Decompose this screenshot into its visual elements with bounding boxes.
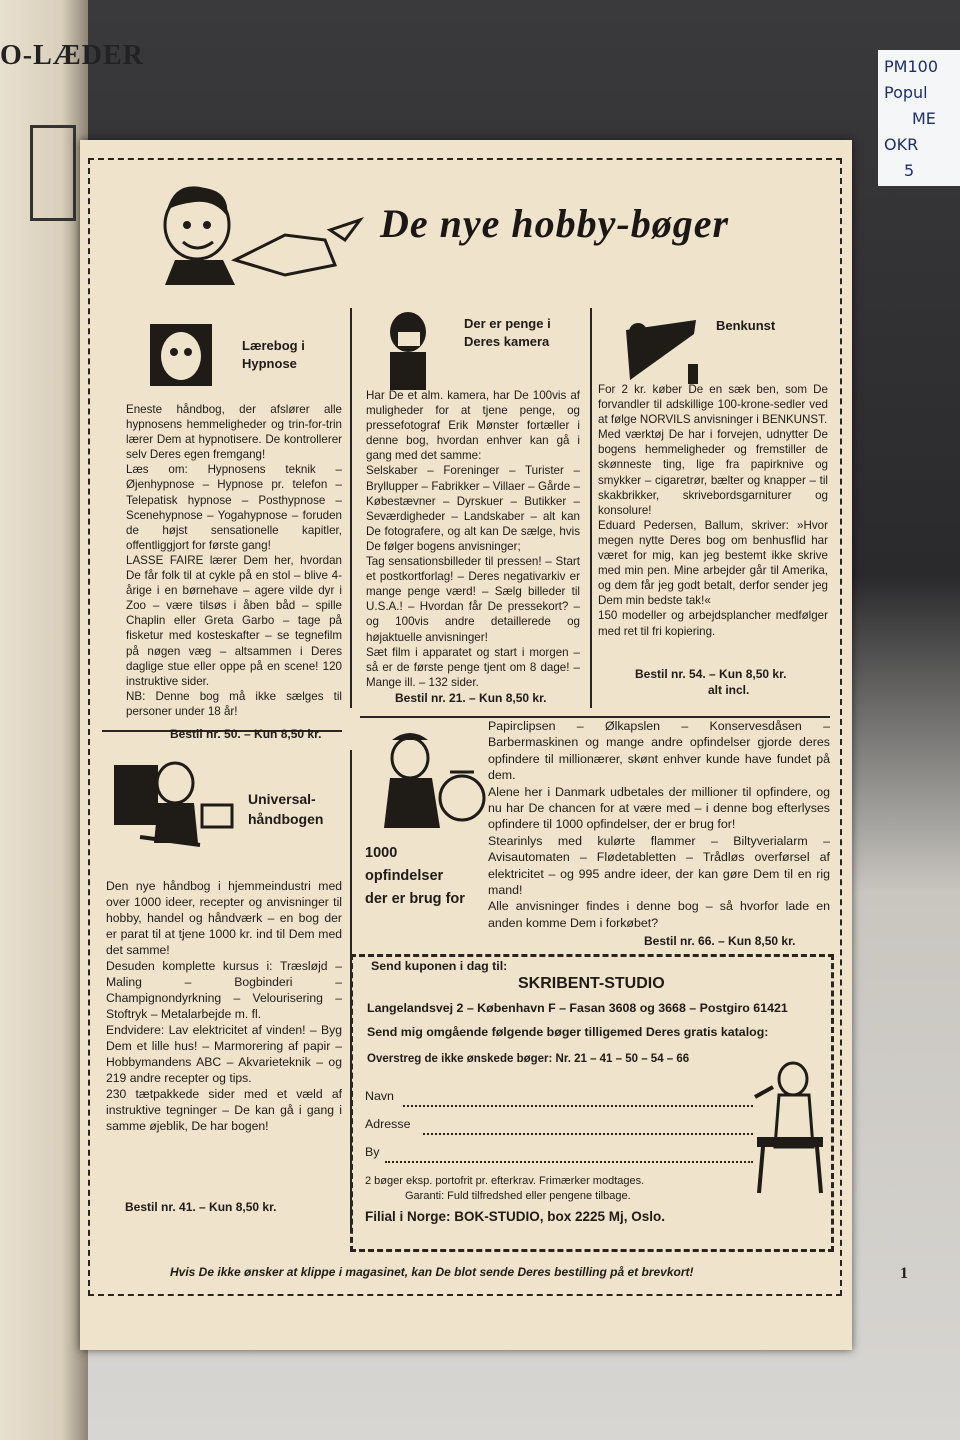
left-page-edge [0,0,144,1440]
coupon-request: Send mig omgående følgende bøger tilligemed Deres gratis katalog: [367,1025,769,1039]
inventor-money-icon [370,728,490,838]
sticky-line: 5 [904,161,915,180]
sticky-line: ME [912,109,936,128]
universal-title: håndbogen [248,811,324,827]
benkunst-title: Benkunst [716,318,776,333]
sticky-line: PM100 [884,57,938,76]
page-headline: De nye hobby-bøger [380,201,730,246]
coupon-company: SKRIBENT-STUDIO [518,975,665,992]
hypnose-body: Eneste håndbog, der afslører alle hypnosens hemmeligheder og trin-for-trin lærer Dem at hypnotisere. De kontrollerer selv Deres egen fremgang! Læs om: Hypnosens teknik – Øjenhypnose – Hypnose pr. telefon – Telepatisk hypnose – Posthypnose – Scenehypnose – Yogahypnose – foruden de højst sensationelle kapitler, offentliggjort for første gang! LASSE FAIRE lærer Dem her, hvordan De får folk til at cykle på en stol – blive 4-årige i en børnehave – agere vilde dyr i Zoo – være tilsøs i åben båd – spille Chaplin eller Greta Garbo – tage på fisketur med kosteskafter – se tegnefilm på nøgen væg – altsammen i Deres daglige stue eller oppe på en scene! 120 instruktive sider. NB: Denne bog må ikke sælges til personer under 18 år! [126,403,342,718]
benkunst-order-note: alt incl. [708,683,750,697]
universal-title: Universal- [248,791,316,807]
coupon-branch: Filial i Norge: BOK-STUDIO, box 2225 Mj, Oslo. [365,1209,666,1224]
coupon-address: Langelandsvej 2 – København F – Fasan 3608 og 3668 – Postgiro 61421 [367,1001,788,1015]
hypnose-order: Bestil nr. 50. – Kun 8,50 kr. [170,727,322,741]
universal-order: Bestil nr. 41. – Kun 8,50 kr. [125,1200,277,1214]
left-page-title: O-LÆDER [0,40,144,71]
sticky-line: Popul [884,83,928,102]
name-label: Navn [365,1089,394,1103]
coupon-guarantee: Garanti: Fuld tilfredshed eller pengene tilbage. [405,1190,631,1202]
city-field[interactable] [385,1161,753,1163]
sticky-line: OKR [884,135,919,154]
bone-knife-icon [616,310,706,390]
footer-note: Hvis De ikke ønsker at klippe i magasinet, kan De blot sende Deres bestilling på et brevkort! [170,1265,694,1279]
benkunst-body: For 2 kr. køber De en sæk ben, som De forvandler til adskillige 100-krone-sedler ved at følge NORVILS anvisninger i BENKUNST. Med værktøj De har i forvejen, udnytter De bogens hemmeligheder og fremstiller de skønneste ting, lige fra papirknive og smykker – cigaretrør, bælter og knapper – til skakbrikker, skrivebordsgarniturer og konsolure! Eduard Pedersen, Ballum, skriver: »Hvor megen nytte Deres bog om benhusflid har været for mig, kan jeg bestemt ikke skrive med min pen. Mine arbejder går til Amerika, og dem får jeg godt betalt, derfor sender jeg Dem min bedste tak!« 150 modeller og arbejdsplancher medfølger med ret til fri kopiering. [598,383,828,638]
handyman-icon [110,755,240,850]
column-divider [350,308,352,708]
coupon-strike-instruction: Overstreg de ikke ønskede bøger: Nr. 21 – 41 – 50 – 54 – 66 [367,1053,690,1065]
left-page-illustration [30,125,76,221]
order-coupon [350,954,834,1252]
hypnosis-face-icon [146,318,216,392]
address-label: Adresse [365,1117,411,1131]
column-divider [590,308,592,708]
city-label: By [365,1145,380,1159]
page-number: 1 [900,1265,908,1282]
benkunst-order: Bestil nr. 54. – Kun 8,50 kr. [635,667,787,681]
kamera-order: Bestil nr. 21. – Kun 8,50 kr. [395,691,547,705]
cartoon-man-icon [135,180,365,285]
sticky-note [878,50,960,186]
address-field[interactable] [423,1133,753,1135]
opfindelser-title: 1000 opfindelser der er brug for [365,845,465,907]
opfindelser-order: Bestil nr. 66. – Kun 8,50 kr. [644,934,796,948]
craftsman-workbench-icon [753,1057,827,1197]
photographer-icon [378,310,440,394]
kamera-body: Har De et alm. kamera, har De 100vis af muligheder for at tjene penge, og pressefotograf Erik Mønster fortæller i denne bog, hvordan enhver kan gå i gang med det samme: Selskaber – Foreninger – Turister – Bryllupper – Fabrikker – Villaer – Gårde – Købestævner – Dyrskuer – Butikker – Seværdigheder – Landskaber – alt kan De fotografere, og alt kan De sælge, hvis De følger bogens anvisninger; Tag sensationsbilleder til pressen! – Start et postkortforlag! – Deres negativarkiv er mange penge værd! – Sælg billeder til U.S.A.! – Hvordan får De pressekort? – og 100vis andre detaillerede og højaktuelle anvisninger! Sæt film i apparatet og start i morgen – så er de første penge tjent om 8 dage! – Mange ill. – 132 sider. [366,389,580,689]
opfindelser-body: Papirclipsen – Ølkapslen – Konservesdåsen – Barbermaskinen og mange andre opfindelser gjorde deres opfindere til millionærer, skønt enhver kunde have fundet på dem. Alene her i Danmark udbetales der millioner til opfindere, og nu har De chancen for at være med – i denne bog efterlyses opfindere til 1000 opfindelser, der er brug for! Stearinlys med kulørte flammer – Biltyverialarm – Avisautomaten – Flødetabletten – Trådløs overførsel af elektricitet – og 995 andre ideer, der kan gøre Dem til en rig mand! Alle anvisninger findes i denne bog – så hvorfor lade en anden komme Dem i forkøbet? [488,719,830,930]
universal-body: Den nye håndbog i hjemmeindustri med over 1000 ideer, recepter og anvisninger til hobby, handel og håndværk – en bog der er parat til at tjene 1000 kr. ind til Dem med det samme! Desuden komplette kursus i: Træsløjd – Maling – Bogbinderi – Champignondyrkning – Velourisering – Stoftryk – Metalarbejde m. fl. Endvidere: Lav elektricitet af vinden! – Byg Dem et lille hus! – Marmorering af papir – Hobbymandens ABC – Akvarieteknik – og 219 andre recepter og tips. 230 tætpakkede sider med et væld af instruktive tegninger – De kan gå i gang i samme øjeblik, De har bogen! [106,879,342,1133]
hypnose-title: Lærebog i Hypnose [242,338,305,371]
name-field[interactable] [403,1105,753,1107]
kamera-title: Der er penge i Deres kamera [464,316,551,349]
coupon-terms: 2 bøger eksp. portofrit pr. efterkrav. Frimærker modtages. [365,1175,645,1187]
coupon-intro: Send kuponen i dag til: [371,959,508,973]
